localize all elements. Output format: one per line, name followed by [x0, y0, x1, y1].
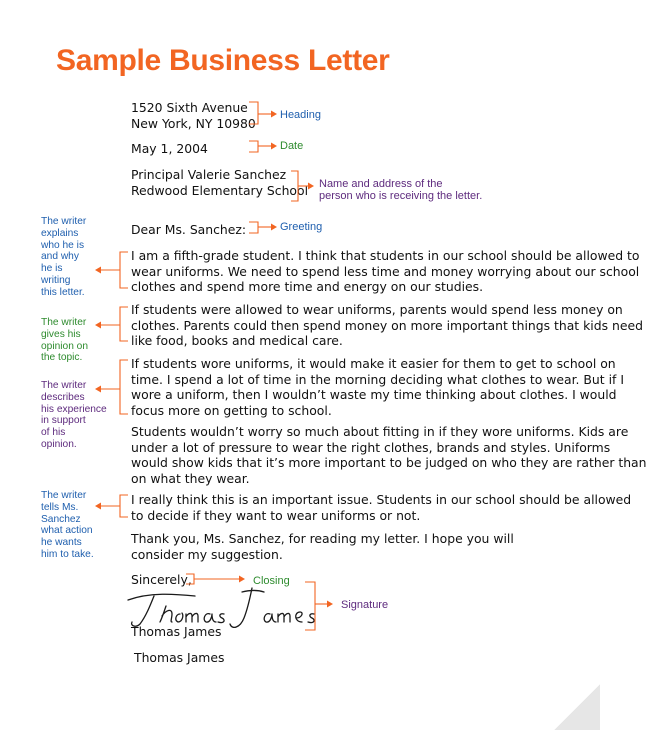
- letter-greeting: Dear Ms. Sanchez:: [131, 222, 247, 237]
- paragraph-line: I am a fifth-grade student. I think that students in our school should be allowed to: [131, 248, 640, 263]
- side-note-line: what action: [41, 525, 93, 537]
- side-note-line: and why: [41, 251, 79, 263]
- side-note-line: The writer: [41, 380, 87, 391]
- paragraph-line: clothes and spend more time and energy on our studies.: [131, 279, 484, 294]
- side-note-line: The writer: [41, 216, 87, 227]
- paragraph-line: I really think this is an important issue. Students in our school should be allowed: [131, 492, 632, 507]
- paragraph-line: focus more on getting to school.: [131, 402, 332, 418]
- side-note-line: gives his: [41, 328, 81, 340]
- paragraph-line: consider my suggestion.: [131, 546, 283, 562]
- heading-bracket: [249, 102, 277, 124]
- recipient-line: Principal Valerie Sanchez: [131, 167, 287, 182]
- label-recipient-line: person who is receiving the letter.: [319, 190, 483, 203]
- side-note-line: in support: [41, 415, 86, 427]
- paragraph-line: time. I spend a lot of time in the morning deciding what clothes to wear. But if I: [131, 371, 624, 387]
- side-note-line: he is: [41, 263, 63, 275]
- label-signature: Signature: [341, 599, 389, 611]
- recipient-line: Redwood Elementary School: [131, 182, 309, 198]
- signature-bracket: [305, 582, 333, 630]
- heading-line: New York, NY 10980: [131, 115, 256, 131]
- paragraph-line: Students wouldn’t worry so much about fitting in if they wore uniforms. Kids are: [131, 424, 629, 439]
- paragraph-line: to decide if they want to wear uniforms or not.: [131, 507, 421, 523]
- side-note-line: writing: [41, 274, 71, 286]
- side-note-line: him to take.: [41, 548, 94, 560]
- paragraph-line: wore a uniform, then I wouldn’t waste my time thinking about clothes. I would: [131, 387, 617, 402]
- paragraph-5-bracket: [95, 495, 128, 517]
- side-note-line: of his: [41, 427, 66, 439]
- paragraph-line: like food, books and medical care.: [131, 333, 343, 348]
- paragraph-2-bracket: [95, 307, 128, 341]
- paragraph-3-bracket: [95, 360, 128, 414]
- paragraph-line: on what they wear.: [131, 470, 250, 486]
- side-note-line: opinion on: [41, 340, 89, 352]
- paragraph-line: wear uniforms. We need to spend less time and money worrying about our school: [131, 263, 640, 279]
- recipient-bracket: [291, 171, 314, 201]
- side-note-line: who he is: [41, 239, 85, 251]
- label-heading: Heading: [280, 109, 321, 121]
- side-note-line: The writer: [41, 490, 87, 501]
- side-note-line: he wants: [41, 537, 82, 549]
- side-note-line: this letter.: [41, 286, 85, 298]
- side-note-line: Sanchez: [41, 513, 81, 525]
- paragraph-line: clothes. Parents could then spend money on more important things that kids need: [131, 317, 643, 333]
- side-note-line: the topic.: [41, 352, 83, 364]
- side-note-line: The writer: [41, 317, 87, 328]
- heading-line: 1520 Sixth Avenue: [131, 100, 248, 115]
- closing-arrow: [186, 574, 245, 584]
- letter-date: May 1, 2004: [131, 141, 208, 156]
- printed-name: Thomas James: [134, 650, 225, 665]
- signature-printed-name: Thomas James: [131, 624, 222, 639]
- side-note-line: tells Ms.: [41, 501, 79, 513]
- paragraph-line: If students were allowed to wear uniforms, parents would spend less money on: [131, 302, 623, 317]
- page-title: Sample Business Letter: [56, 44, 390, 77]
- date-arrow: [249, 141, 277, 152]
- letter-closing: Sincerely,: [131, 572, 192, 587]
- label-closing: Closing: [253, 575, 290, 587]
- side-note-line: opinion.: [41, 438, 77, 450]
- side-note-line: his experience: [41, 403, 107, 415]
- greeting-arrow: [249, 222, 277, 233]
- paragraph-line: If students wore uniforms, it would make it easier for them to get to school on: [131, 356, 616, 371]
- paragraph-line: under a lot of pressure to wear the right clothes, brands and styles. Uniforms: [131, 439, 611, 455]
- label-greeting: Greeting: [280, 221, 323, 233]
- label-recipient-line: Name and address of the: [319, 178, 443, 190]
- paragraph-line: would show kids that it’s more important to be judged on who they are rather than: [131, 455, 647, 470]
- paragraph-line: Thank you, Ms. Sanchez, for reading my letter. I hope you will: [131, 531, 514, 546]
- side-note-line: explains: [41, 227, 79, 239]
- side-note-line: describes: [41, 391, 85, 403]
- paragraph-1-bracket: [95, 252, 128, 288]
- label-date: Date: [280, 140, 304, 152]
